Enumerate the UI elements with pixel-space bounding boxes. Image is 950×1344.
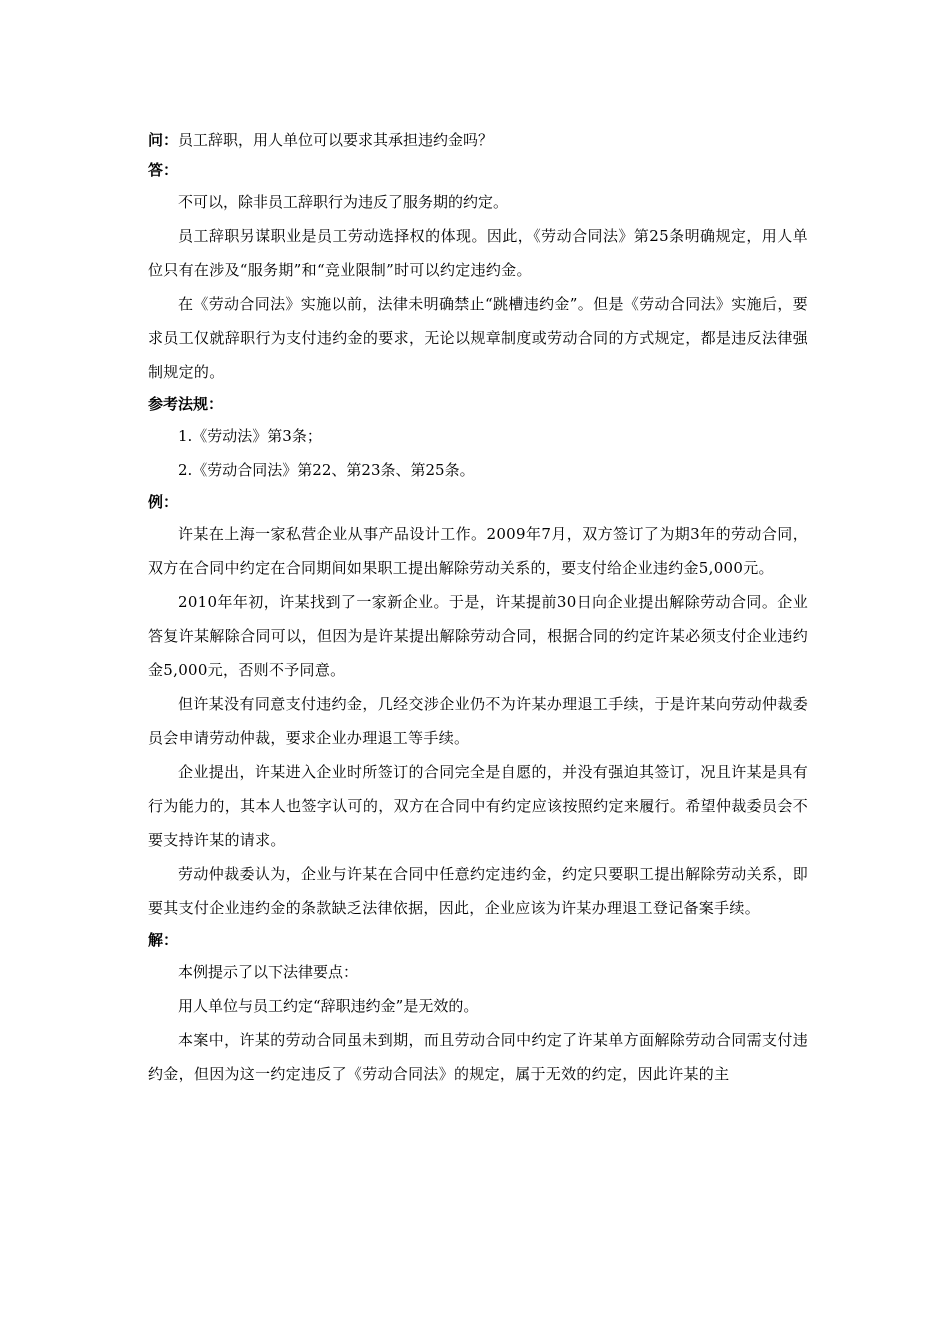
- example-paragraph: 但许某没有同意支付违约金，几经交涉企业仍不为许某办理退工手续，于是许某向劳动仲裁委员会申请劳动仲裁，要求企业办理退工等手续。: [148, 695, 808, 747]
- document-page: [148, 125, 808, 1091]
- example-paragraph: 企业提出，许某进入企业时所签订的合同完全是自愿的，并没有强迫其签订，况且许某是具有行为能力的，其本人也签字认可的，双方在合同中有约定应该按照约定来履行。希望仲裁委员会不要支持许某的请求。: [148, 763, 808, 849]
- question-label: 问：: [148, 131, 179, 149]
- example-paragraph: 许某在上海一家私营企业从事产品设计工作。2009年7月，双方签订了为期3年的劳动合同，双方在合同中约定在合同期间如果职工提出解除劳动关系的，要支付给企业违约金5,000元。: [148, 525, 808, 577]
- solution-label: 解：: [148, 931, 179, 949]
- references-label: 参考法规：: [148, 395, 224, 413]
- example-paragraph: 2010年年初，许某找到了一家新企业。于是，许某提前30日向企业提出解除劳动合同。企业答复许某解除合同可以，但因为是许某提出解除劳动合同，根据合同的约定许某必须支付企业违约金5,000元，否则不予同意。: [148, 593, 808, 679]
- question-text: 员工辞职，用人单位可以要求其承担违约金吗？: [178, 131, 494, 149]
- question-line: [148, 125, 808, 155]
- answer-paragraph: 在《劳动合同法》实施以前，法律未明确禁止“跳槽违约金”。但是《劳动合同法》实施后，要求员工仅就辞职行为支付违约金的要求，无论以规章制度或劳动合同的方式规定，都是违反法律强制规定的。: [148, 295, 808, 381]
- reference-item: 2.《劳动合同法》第22、第23条、第25条。: [178, 461, 475, 479]
- solution-paragraph: 本例提示了以下法律要点：: [178, 963, 359, 981]
- solution-paragraph: 用人单位与员工约定“辞职违约金”是无效的。: [178, 997, 479, 1015]
- solution-paragraph: 本案中，许某的劳动合同虽未到期，而且劳动合同中约定了许某单方面解除劳动合同需支付违约金，但因为这一约定违反了《劳动合同法》的规定，属于无效的约定，因此许某的主: [148, 1031, 808, 1083]
- answer-label: 答：: [148, 161, 179, 179]
- answer-paragraph: 不可以，除非员工辞职行为违反了服务期的约定。: [178, 193, 509, 211]
- example-label: 例：: [148, 493, 179, 511]
- answer-paragraph: 员工辞职另谋职业是员工劳动选择权的体现。因此，《劳动合同法》第25条明确规定，用人单位只有在涉及“服务期”和“竞业限制”时可以约定违约金。: [148, 227, 808, 279]
- reference-item: 1.《劳动法》第3条；: [178, 427, 322, 445]
- example-paragraph: 劳动仲裁委认为，企业与许某在合同中任意约定违约金，约定只要职工提出解除劳动关系，即要其支付企业违约金的条款缺乏法律依据，因此，企业应该为许某办理退工登记备案手续。: [148, 865, 808, 917]
